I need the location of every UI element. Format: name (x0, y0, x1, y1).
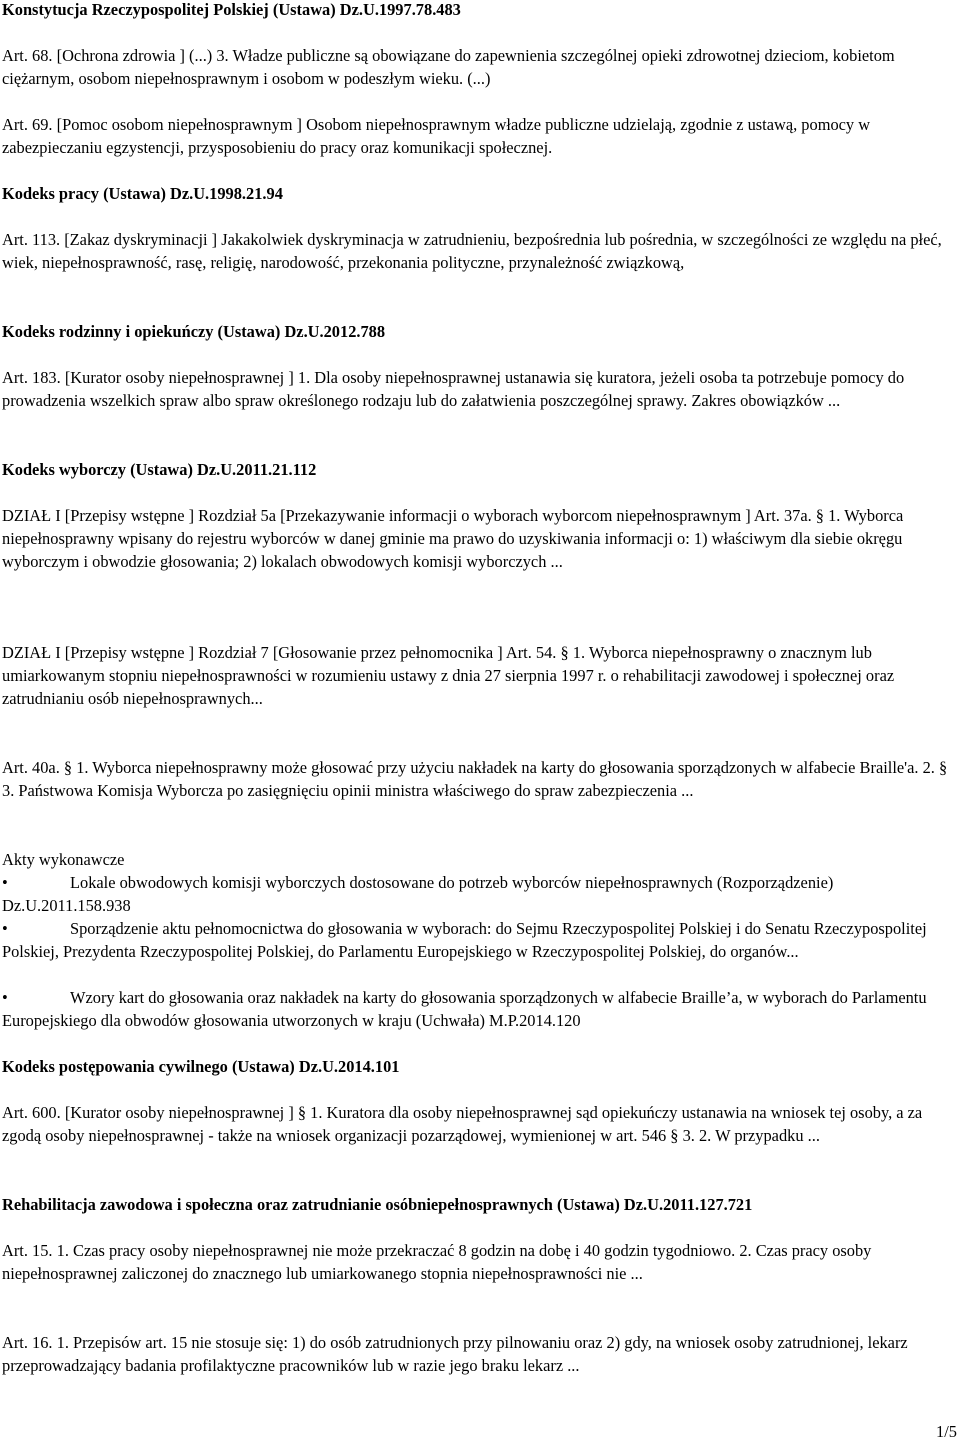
heading-kodeks-wyborczy: Kodeks wyborczy (Ustawa) Dz.U.2011.21.112 (2, 460, 317, 479)
list-item-text: Wzory kart do głosowania oraz nakładek na karty do głosowania sporządzonych w alfabecie Braille’a, w wyborach do Parlamentu Europejskiego dla obwodów głosowania utworzonych w kraju (Uchwała) M.P.2014.120 (2, 988, 927, 1030)
list-item-pelnomocnictwo (2, 917, 958, 963)
paragraph-art-15: Art. 15. 1. Czas pracy osoby niepełnosprawnej nie może przekraczać 8 godzin na dobę i 40 godzin tygodniowo. 2. Czas pracy osoby niepełnosprawnej zaliczonej do znacznego lub umiarkowanego stopnia niepełnosprawności nie ... (2, 1241, 872, 1283)
paragraph-art-54: DZIAŁ I [Przepisy wstępne ] Rozdział 7 [Głosowanie przez pełnomocnika ] Art. 54. § 1. Wyborca niepełnosprawny o znacznym lub umiarkowanym stopniu niepełnosprawności w rozumieniu ustawy z dnia 27 sierpnia 1997 r. o rehabilitacji zawodowej i społecznej oraz zatrudnianiu osób niepełnosprawnych... (2, 643, 895, 708)
heading-kodeks-rodzinny: Kodeks rodzinny i opiekuńczy (Ustawa) Dz.U.2012.788 (2, 322, 386, 341)
list-item-wzory-kart (2, 986, 958, 1032)
akty-wykonawcze-label: Akty wykonawcze (2, 850, 125, 869)
heading-rehabilitacja: Rehabilitacja zawodowa i społeczna oraz zatrudnianie osóbniepełnosprawnych (Ustawa) Dz.U.2011.127.721 (2, 1195, 753, 1214)
paragraph-art-16: Art. 16. 1. Przepisów art. 15 nie stosuje się: 1) do osób zatrudnionych przy pilnowaniu oraz 2) gdy, na wniosek osoby zatrudnionej, lekarz przeprowadzający badania profilaktyczne pracowników lub w razie jego braku lekarz ... (2, 1333, 908, 1375)
page-number: 1/5 (936, 1422, 957, 1441)
list-item-text: Sporządzenie aktu pełnomocnictwa do głosowania w wyborach: do Sejmu Rzeczypospolitej Polskiej i do Senatu Rzeczypospolitej Polskiej, Prezydenta Rzeczypospolitej Polskiej, do Parlamentu Europejskiego w Rzeczypospolitej Polskiej, do organów... (2, 919, 927, 961)
bullet: • (2, 919, 8, 938)
paragraph-art-68: Art. 68. [Ochrona zdrowia ] (...) 3. Władze publiczne są obowiązane do zapewnienia szczególnej opieki zdrowotnej dzieciom, kobietom ciężarnym, osobom niepełnosprawnym i osobom w podeszłym wieku. (...) (2, 46, 895, 88)
bullet: • (2, 988, 8, 1007)
paragraph-art-183: Art. 183. [Kurator osoby niepełnosprawnej ] 1. Dla osoby niepełnosprawnej ustanawia się kuratora, jeżeli osoba ta potrzebuje pomocy do prowadzenia wszelkich spraw albo spraw określonego rodzaju lub do załatwienia poszczególnej sprawy. Zakres obowiązków ... (2, 368, 905, 410)
paragraph-art-69: Art. 69. [Pomoc osobom niepełnosprawnym ] Osobom niepełnosprawnym władze publiczne udzielają, zgodnie z ustawą, pomocy w zabezpieczaniu egzystencji, przysposobieniu do pracy oraz komunikacji społecznej. (2, 115, 871, 157)
list-item-text: Lokale obwodowych komisji wyborczych dostosowane do potrzeb wyborców niepełnosprawnych (Rozporządzenie) Dz.U.2011.158.938 (2, 873, 834, 915)
heading-kpc: Kodeks postępowania cywilnego (Ustawa) Dz.U.2014.101 (2, 1057, 400, 1076)
paragraph-art-600: Art. 600. [Kurator osoby niepełnosprawnej ] § 1. Kuratora dla osoby niepełnosprawnej sąd opiekuńczy ustanawia na wniosek tej osoby, a za zgodą osoby niepełnosprawnej - także na wniosek organizacji pozarządowej, wymienionej w art. 546 § 3. 2. W przypadku ... (2, 1103, 923, 1145)
list-item-lokale (2, 871, 958, 917)
heading-konstytucja: Konstytucja Rzeczypospolitej Polskiej (Ustawa) Dz.U.1997.78.483 (2, 0, 461, 19)
paragraph-art-40a: Art. 40a. § 1. Wyborca niepełnosprawny może głosować przy użyciu nakładek na karty do głosowania sporządzonych w alfabecie Braille'a. 2. § 3. Państwowa Komisja Wyborcza po zasięgnięciu opinii ministra właściwego do spraw zabezpieczenia ... (2, 758, 948, 800)
heading-kodeks-pracy: Kodeks pracy (Ustawa) Dz.U.1998.21.94 (2, 184, 283, 203)
paragraph-art-37a: DZIAŁ I [Przepisy wstępne ] Rozdział 5a [Przekazywanie informacji o wyborach wyborcom niepełnosprawnym ] Art. 37a. § 1. Wyborca niepełnosprawny wpisany do rejestru wyborców w danej gminie ma prawo do uzyskiwania informacji o: 1) właściwym dla siebie okręgu wyborczym i obwodzie głosowania; 2) lokalach obwodowych komisji wyborczych ... (2, 506, 904, 571)
bullet: • (2, 873, 8, 892)
paragraph-art-113: Art. 113. [Zakaz dyskryminacji ] Jakakolwiek dyskryminacja w zatrudnieniu, bezpośrednia lub pośrednia, w szczególności ze względu na płeć, wiek, niepełnosprawność, rasę, religię, narodowość, przekonania polityczne, przynależność związkową, (2, 230, 942, 272)
